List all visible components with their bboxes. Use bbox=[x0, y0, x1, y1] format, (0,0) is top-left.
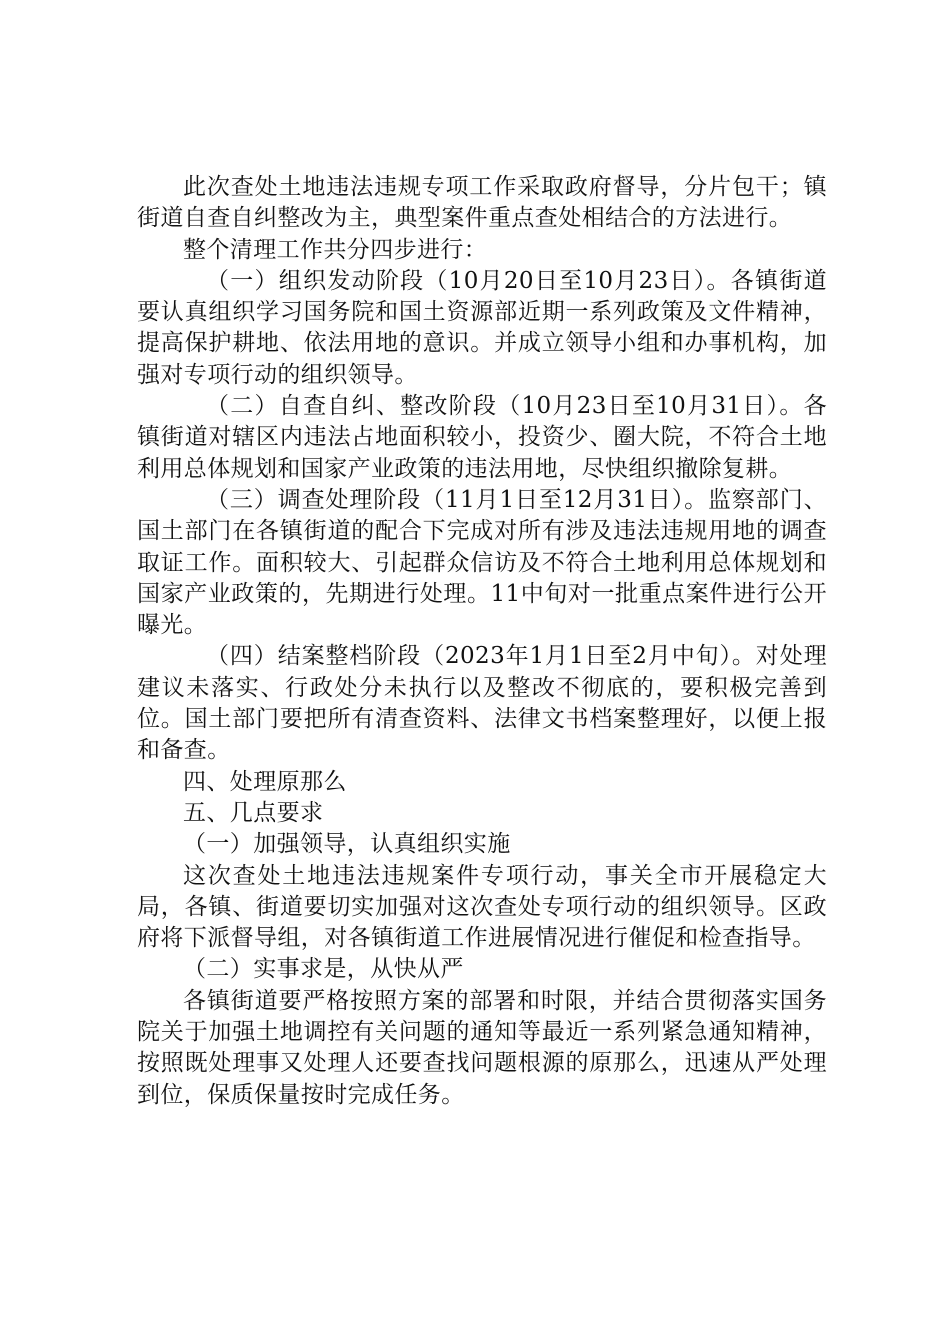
heading-handling-principles: 四、处理原那么 bbox=[183, 768, 347, 795]
paragraph-strict-handling: 各镇街道要严格按照方案的部署和时限，并结合贯彻落实国务院关于加强土地调控有关问题的通知等最近一系列紧急通知精神，按照既处理事又处理人还要查找问题根源的原那么，迅速从严处理到位，保质保量按时完成任务。 bbox=[137, 987, 827, 1108]
subheading-strengthen-leadership: （一）加强领导，认真组织实施 bbox=[183, 831, 511, 858]
paragraph-step-2-self-inspection: （二）自查自纠、整改阶段（10月23日至10月31日）。各镇街道对辖区内违法占地面积较小，投资少、圈大院，不符合土地利用总体规划和国家产业政策的违法用地，尽快组织撤除复耕。 bbox=[137, 393, 827, 482]
paragraph-step-4-closing: （四）结案整档阶段（2023年1月1日至2月中旬）。对处理建议未落实、行政处分未执行以及整改不彻底的，要积极完善到位。国土部门要把所有清查资料、法律文书档案整理好，以便上报和备查。 bbox=[137, 643, 827, 764]
paragraph-method: 此次查处土地违法违规专项工作采取政府督导，分片包干；镇街道自查自纠整改为主，典型案件重点查处相结合的方法进行。 bbox=[137, 174, 827, 232]
heading-requirements: 五、几点要求 bbox=[183, 799, 324, 826]
paragraph-step-3-investigation: （三）调查处理阶段（11月1日至12月31日）。监察部门、国土部门在各镇街道的配合下完成对所有涉及违法违规用地的调查取证工作。面积较大、引起群众信访及不符合土地利用总体规划和国家产业政策的，先期进行处理。11中旬对一批重点案件进行公开曝光。 bbox=[137, 486, 827, 639]
subheading-seek-truth: （二）实事求是，从快从严 bbox=[183, 956, 464, 983]
paragraph-leadership: 这次查处土地违法违规案件专项行动，事关全市开展稳定大局，各镇、街道要切实加强对这次查处专项行动的组织领导。区政府将下派督导组，对各镇街道工作进展情况进行催促和检查指导。 bbox=[137, 862, 827, 952]
paragraph-four-steps: 整个清理工作共分四步进行： bbox=[183, 236, 488, 263]
paragraph-step-1-mobilization: （一）组织发动阶段（10月20日至10月23日）。各镇街道要认真组织学习国务院和国土资源部近期一系列政策及文件精神，提高保护耕地、依法用地的意识。并成立领导小组和办事机构，加强对专项行动的组织领导。 bbox=[137, 267, 827, 388]
document-body bbox=[137, 172, 827, 1111]
